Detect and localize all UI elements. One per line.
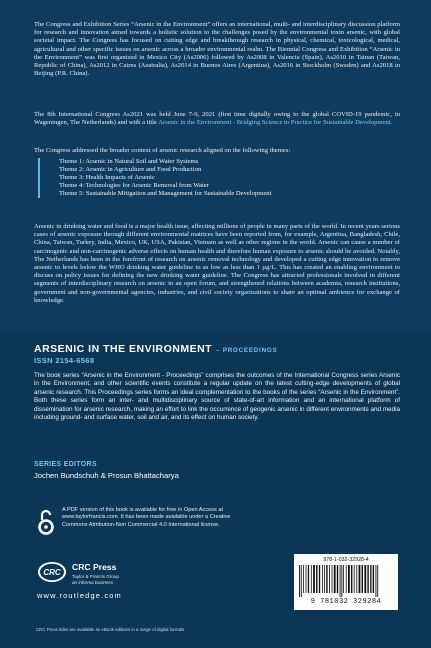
barcode-bar	[346, 565, 347, 593]
theme-item: Theme 4: Technologies for Arsenic Removal from Water	[59, 182, 209, 190]
barcode-bar	[340, 565, 341, 597]
barcode-bar	[359, 565, 361, 593]
barcode-bar	[348, 565, 350, 593]
series-description: The book series “Arsenic in the Environment - Proceedings” comprises the outcomes of the International Congress series Arsenic in the Environment, and other scientific events constitute a regular update on the latest cutting-edge developments of global arsenic research. This Proceedings series forms an ideal complementation to the books of the series “Arsenic in the Environment”. Both these series form an inter- and multidisciplinary source of state-of-art information and an international platform of dissemination for arsenic research, making an effort to link the occurrence of geogenic arsenic in different environments and media including ground- and surface water, soil and air, and its effect on human society.	[34, 372, 400, 422]
open-access-lock-icon	[37, 509, 55, 535]
series-editors: Jochen Bundschuh & Prosun Bhattacharya	[34, 471, 179, 480]
intro-paragraph-2	[34, 111, 400, 127]
barcode-bar	[303, 565, 304, 593]
barcode-bar	[334, 565, 336, 593]
barcode-bar	[313, 565, 315, 593]
barcode-bar	[373, 565, 374, 593]
congress-title-link[interactable]: Arsenic in the Environment - Bridging Science to Practice for Sustainable Development.	[158, 119, 393, 127]
barcode-bar	[341, 565, 342, 597]
barcode-bar	[354, 565, 355, 593]
barcode-bar	[364, 565, 366, 593]
publisher-group: Taylor & Francis Group	[72, 574, 119, 579]
intro-paragraph-4: Arsenic in drinking water and food is a major health issue, affecting millions of people in many parts of the world. In recent years serious cases of arsenic exposure through different environmental matrices have been reported from, for example, Argentina, Bangladesh, Chile, China, Taiwan, Turkey, India, Mexico, UK, USA, Pakistan, Vietnam as well as other regions in the world. Arsenic can cause a number of carcinogenic and non-carcinogenic adverse effects on human health and therefore human exposure to arsenic should be avoided. Notably, The Netherlands has been in the forefront of research on arsenic removal technology and developed a cutting edge innovation to remove arsenic to levels below the WHO drinking water guideline to as low as less than 1 µg/L. This has created an enabling environment to discuss on policy issues for defining the new drinking water guideline. The Congress has attracted professionals involved in different segments of interdisciplinary research on arsenic in an open forum, and strengthened relations between academia, research institutions, government and non-governmental agencies, industries, and civil society organizations to share an optimal ambience for exchange of knowledge.	[34, 223, 400, 304]
barcode-bar	[306, 565, 307, 593]
theme-item: Theme 5: Sustainable Mitigation and Management for Sustainable Development	[59, 190, 272, 198]
barcode-bar	[362, 565, 363, 593]
barcode-bar	[376, 565, 377, 597]
barcode-bar	[337, 565, 338, 593]
intro-paragraph-1: The Congress and Exhibition Series “Arsenic in the Environment” offers an international, multi- and interdisciplinary discussion platform for research and innovation aimed towards a holistic solution to the challenges posed by the environmental toxin arsenic, with global societal impact. The Congress has focused on cutting edge and breakthrough research in physical, chemical, toxicological, medical, agricultural and other specific issues on arsenic across a broader environmental realm. The Biennial Congress and Exhibition “Arsenic in the Environment” was first organized in Mexico City (As2006) followed by As2008 in Valencia (Spain), As2010 in Tainan (Taiwan, Republic of China), As2012 in Cairns (Australia), As2014 in Buenos Aires (Argentina), As2016 in Stockholm (Sweden) and As2018 in Beijing (P.R. China).	[34, 21, 400, 78]
barcode-bar	[316, 565, 317, 593]
barcode-bar	[356, 565, 357, 593]
barcode-bar	[377, 565, 378, 597]
isbn-barcode	[294, 554, 398, 610]
series-subtitle: – PROCEEDINGS	[216, 347, 278, 354]
theme-item: Theme 2: Arsenic in Agriculture and Food Production	[59, 166, 202, 174]
theme-item: Theme 1: Arsenic in Natural Soil and Water Systems	[59, 158, 199, 165]
barcode-bar	[326, 565, 327, 593]
barcode-bar	[311, 565, 312, 593]
themes-list	[38, 158, 399, 198]
publisher-website[interactable]: www.routledge.com	[37, 591, 122, 600]
isbn-digits: 9 781032 329284	[310, 598, 382, 606]
publisher-tagline: an informa business	[72, 580, 114, 585]
barcode-bars	[298, 565, 394, 597]
publisher-name: CRC Press	[72, 562, 117, 572]
series-issn: ISSN 2154-6568	[34, 356, 95, 365]
isbn-text: 978-1-032-32928-4	[323, 557, 369, 563]
series-title	[34, 343, 277, 355]
barcode-bar	[343, 565, 344, 593]
series-title-text: ARSENIC IN THE ENVIRONMENT	[34, 343, 213, 355]
barcode-bar	[308, 565, 309, 593]
barcode-bar	[299, 565, 300, 597]
series-editors-label: SERIES EDITORS	[34, 461, 97, 468]
barcode-bar	[332, 565, 333, 593]
crc-press-logo	[37, 561, 67, 583]
barcode-bar	[329, 565, 330, 593]
barcode-bar	[322, 565, 323, 593]
crc-logo-text: CRC	[43, 568, 61, 577]
open-access-notice: A PDF version of this book is available for free in Open Access at www.taylorfrancis.com. It has been made available under a Creative Commons Attribution-Non Commercial 4.0 International license.	[62, 507, 231, 528]
barcode-bar	[370, 565, 371, 593]
intro-paragraph-2-text: The 8th International Congress As2021 was held June 7-9, 2021 (first time digitally owing to the global COVID-19 pandemic, in Wageningen, The Netherlands) and with a title	[34, 111, 400, 127]
ebook-note: CRC Press titles are available as eBook editions in a range of digital formats	[36, 627, 185, 632]
barcode-bar	[367, 565, 368, 593]
barcode-bar	[319, 565, 320, 593]
barcode-bar	[351, 565, 352, 593]
theme-item: Theme 3: Health Impacts of Arsenic	[59, 174, 155, 182]
barcode-bar	[324, 565, 325, 593]
barcode-bar	[301, 565, 302, 597]
intro-paragraph-3: The Congress addressed the broader context of arsenic research aligned on the following themes:	[34, 147, 291, 154]
